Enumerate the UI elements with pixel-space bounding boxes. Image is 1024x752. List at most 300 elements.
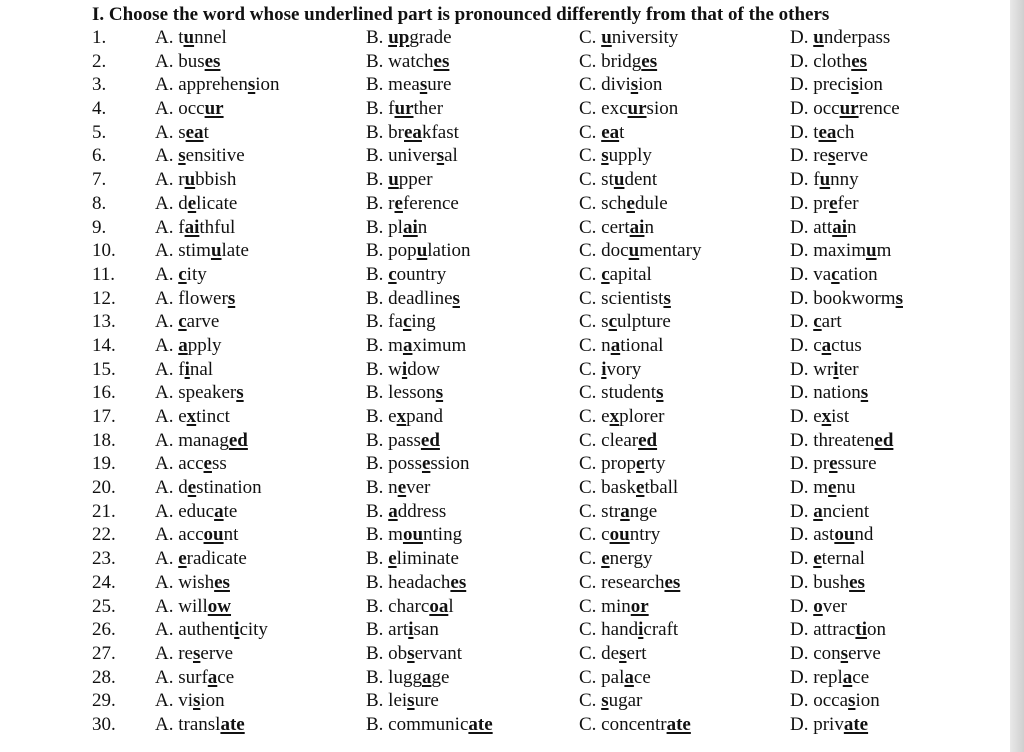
option-text-after: tional xyxy=(620,334,664,356)
question-row xyxy=(0,642,1010,666)
question-number: 10. xyxy=(92,240,116,262)
option-b xyxy=(366,381,443,405)
option-text-before: B. r xyxy=(366,192,395,214)
underlined-part: i xyxy=(638,619,644,641)
underlined-part: e xyxy=(203,453,212,475)
option-d xyxy=(790,144,868,168)
option-a xyxy=(155,263,207,287)
option-text-after: nu xyxy=(836,477,856,499)
option-text-after: nal xyxy=(189,358,214,380)
option-c xyxy=(579,97,678,121)
underlined-part: e xyxy=(178,548,187,570)
option-c xyxy=(579,310,671,334)
question-number: 22. xyxy=(92,524,116,546)
option-a xyxy=(155,452,227,476)
option-c xyxy=(579,334,663,358)
option-text-before: A. e xyxy=(155,406,187,427)
option-d xyxy=(790,595,847,619)
option-text-after: ce xyxy=(217,666,235,688)
underlined-part: ed xyxy=(638,429,658,451)
underlined-part: es xyxy=(433,50,450,72)
option-b xyxy=(366,50,449,74)
question-row xyxy=(0,97,1010,121)
option-text-after: radicate xyxy=(186,548,247,570)
option-text-before: C. xyxy=(579,27,602,48)
option-text-after: late xyxy=(221,240,249,262)
option-b xyxy=(366,216,427,240)
option-c xyxy=(579,405,664,429)
option-b xyxy=(366,476,430,500)
option-b xyxy=(366,595,454,619)
option-a xyxy=(155,334,222,358)
underlined-part: a xyxy=(402,334,413,356)
option-d xyxy=(790,571,865,595)
underlined-part: i xyxy=(401,358,408,380)
option-text-after: nderpass xyxy=(823,27,891,48)
option-text-before: A. flower xyxy=(155,287,228,309)
underlined-part: ai xyxy=(832,216,847,238)
option-c xyxy=(579,121,624,145)
underlined-part: ai xyxy=(184,216,200,238)
option-text-after: grade xyxy=(409,27,452,48)
option-a xyxy=(155,523,238,547)
underlined-part: a xyxy=(624,666,634,688)
option-text-before: D. m xyxy=(790,477,828,499)
option-text-before: A. stim xyxy=(155,240,211,262)
option-text-before: A. xyxy=(155,263,179,285)
option-d xyxy=(790,666,869,690)
option-text-after: apital xyxy=(609,263,652,285)
option-a xyxy=(155,595,231,619)
option-a xyxy=(155,310,219,334)
option-text-before: C. e xyxy=(579,406,610,427)
question-row xyxy=(0,405,1010,429)
option-text-after: ntry xyxy=(629,524,661,546)
option-text-after: dule xyxy=(634,192,668,214)
underlined-part: e xyxy=(829,453,838,475)
question-number: 2. xyxy=(92,50,107,72)
option-text-before: B. m xyxy=(366,524,403,546)
option-text-before: D. con xyxy=(790,642,841,664)
question-row xyxy=(0,144,1010,168)
underlined-part: ea xyxy=(818,121,837,143)
option-b xyxy=(366,547,459,571)
question-number: 27. xyxy=(92,642,116,664)
underlined-part: s xyxy=(192,642,201,664)
underlined-part: u xyxy=(183,27,195,48)
option-text-before: A. bus xyxy=(155,50,205,72)
option-text-before: A. f xyxy=(155,358,185,380)
option-d xyxy=(790,523,873,547)
option-text-after: erve xyxy=(848,642,881,664)
option-a xyxy=(155,216,235,240)
option-text-before: D. occ xyxy=(790,98,840,120)
option-text-before: A. xyxy=(155,548,179,570)
option-text-after: nnel xyxy=(194,27,227,48)
option-text-before: C. student xyxy=(579,382,657,404)
option-text-after: thful xyxy=(199,216,236,238)
option-text-before: B. lei xyxy=(366,690,408,712)
question-row xyxy=(0,73,1010,97)
option-text-before: D. att xyxy=(790,216,833,238)
question-row xyxy=(0,50,1010,74)
underlined-part: a xyxy=(178,334,188,356)
underlined-part: ur xyxy=(204,98,224,120)
underlined-part: ow xyxy=(207,595,232,617)
option-c xyxy=(579,358,641,382)
option-c xyxy=(579,618,678,642)
option-d xyxy=(790,192,859,216)
option-text-before: A. transl xyxy=(155,713,221,735)
option-text-after: ity xyxy=(186,263,207,285)
underlined-part: ur xyxy=(627,98,647,120)
option-text-before: B. xyxy=(366,169,389,191)
option-text-after: ensitive xyxy=(185,145,245,167)
option-text-after: ert xyxy=(626,642,647,664)
option-d xyxy=(790,476,855,500)
option-a xyxy=(155,618,268,642)
option-text-after: sion xyxy=(646,98,679,120)
underlined-part: ou xyxy=(609,524,630,546)
question-row xyxy=(0,571,1010,595)
underlined-part: ou xyxy=(203,524,224,546)
option-b xyxy=(366,523,462,547)
underlined-part: i xyxy=(408,619,414,641)
option-text-before: D. repl xyxy=(790,666,843,688)
underlined-part: s xyxy=(407,642,415,664)
option-a xyxy=(155,168,236,192)
option-b xyxy=(366,666,449,690)
option-text-before: A. will xyxy=(155,595,208,617)
underlined-part: i xyxy=(184,358,190,380)
option-text-before: B. ob xyxy=(366,642,408,664)
option-c xyxy=(579,642,647,666)
option-text-after: erve xyxy=(200,642,234,664)
option-text-after: ulpture xyxy=(617,311,671,333)
underlined-part: c xyxy=(813,311,822,333)
option-text-after: lation xyxy=(427,240,471,262)
option-text-after: stination xyxy=(196,477,262,499)
option-d xyxy=(790,405,849,429)
underlined-part: ate xyxy=(843,713,869,735)
option-text-before: D. nation xyxy=(790,382,861,404)
option-text-before: D. occa xyxy=(790,690,849,712)
underlined-part: s xyxy=(656,382,664,404)
option-text-before: D. pr xyxy=(790,453,830,475)
underlined-part: ed xyxy=(420,429,440,451)
underlined-part: c xyxy=(178,311,187,333)
underlined-part: ed xyxy=(874,429,894,451)
question-row xyxy=(0,618,1010,642)
option-text-after: arve xyxy=(186,311,220,333)
option-text-after: ddress xyxy=(397,500,447,522)
option-text-after: n xyxy=(644,216,654,238)
option-a xyxy=(155,476,262,500)
option-c xyxy=(579,287,671,311)
option-text-before: D. re xyxy=(790,145,828,167)
option-text-before: D. xyxy=(790,311,814,333)
option-text-after: kfast xyxy=(421,121,459,143)
option-text-before: D. maxim xyxy=(790,240,866,262)
option-text-before: B. art xyxy=(366,619,409,641)
underlined-part: ea xyxy=(404,121,422,143)
option-text-before: C. research xyxy=(579,571,665,593)
option-text-before: B. headach xyxy=(366,571,451,593)
option-b xyxy=(366,429,440,453)
option-text-after: ge xyxy=(431,666,450,688)
option-text-before: D. cloth xyxy=(790,50,852,72)
option-text-after: ing xyxy=(411,311,436,333)
question-number: 12. xyxy=(92,287,116,309)
option-b xyxy=(366,405,443,429)
question-number: 8. xyxy=(92,192,107,214)
question-row xyxy=(0,287,1010,311)
option-text-after: ce xyxy=(633,666,651,688)
option-text-after: upply xyxy=(608,145,652,167)
question-row xyxy=(0,689,1010,713)
question-list xyxy=(0,26,1010,737)
option-text-after: ternal xyxy=(821,548,865,570)
underlined-part: u xyxy=(866,240,877,262)
question-row xyxy=(0,26,1010,50)
question-number: 15. xyxy=(92,358,116,380)
option-text-before: A. occ xyxy=(155,98,205,120)
option-text-before: B. w xyxy=(366,358,402,380)
option-text-after: m xyxy=(876,240,892,262)
option-text-after: tinct xyxy=(196,406,230,427)
option-text-after: erve xyxy=(835,145,869,167)
option-d xyxy=(790,642,881,666)
option-text-before: B. f xyxy=(366,98,395,120)
option-d xyxy=(790,239,891,263)
option-text-before: A. r xyxy=(155,169,185,191)
underlined-part: a xyxy=(821,334,832,356)
underlined-part: i xyxy=(234,619,240,641)
option-text-after: vory xyxy=(606,358,642,380)
underlined-part: c xyxy=(608,311,618,333)
option-text-after: nting xyxy=(423,524,463,546)
option-b xyxy=(366,310,436,334)
question-number: 5. xyxy=(92,121,107,143)
option-text-before: A. t xyxy=(155,27,184,48)
underlined-part: s xyxy=(452,287,460,309)
option-text-before: A. f xyxy=(155,216,185,238)
option-b xyxy=(366,713,493,737)
option-text-before: B. charc xyxy=(366,595,430,617)
option-c xyxy=(579,239,701,263)
option-a xyxy=(155,287,235,311)
option-text-before: C. c xyxy=(579,524,610,546)
option-text-after: ssion xyxy=(430,453,470,475)
option-d xyxy=(790,168,859,192)
option-text-before: C. bask xyxy=(579,477,636,499)
option-text-before: C. xyxy=(579,263,602,285)
underlined-part: u xyxy=(388,169,399,191)
question-number: 29. xyxy=(92,690,116,712)
option-text-after: tball xyxy=(644,477,679,499)
option-text-after: bbish xyxy=(195,169,237,191)
option-text-after: licate xyxy=(196,192,238,214)
option-c xyxy=(579,73,662,97)
option-a xyxy=(155,500,237,524)
option-a xyxy=(155,26,227,50)
option-text-after: n xyxy=(417,216,428,238)
option-d xyxy=(790,618,886,642)
option-c xyxy=(579,429,657,453)
underlined-part: s xyxy=(435,382,444,404)
option-b xyxy=(366,73,452,97)
option-c xyxy=(579,571,680,595)
option-c xyxy=(579,666,651,690)
option-text-after: ation xyxy=(839,263,878,285)
underlined-part: c xyxy=(388,263,397,285)
option-d xyxy=(790,381,868,405)
option-d xyxy=(790,121,854,145)
option-d xyxy=(790,358,859,382)
question-number: 1. xyxy=(92,27,107,48)
question-row xyxy=(0,476,1010,500)
question-row xyxy=(0,666,1010,690)
option-text-before: A. xyxy=(155,311,179,333)
option-text-before: C. divi xyxy=(579,74,631,96)
option-text-after: liminate xyxy=(396,548,459,570)
underlined-part: e xyxy=(829,192,838,214)
underlined-part: o xyxy=(813,595,823,617)
underlined-part: ai xyxy=(402,216,418,238)
underlined-part: s xyxy=(236,382,244,404)
option-d xyxy=(790,97,900,121)
option-text-before: C. st xyxy=(579,169,614,191)
option-text-after: ountry xyxy=(396,263,447,285)
option-d xyxy=(790,689,880,713)
question-row xyxy=(0,310,1010,334)
option-text-before: D. xyxy=(790,595,814,617)
option-text-before: B. xyxy=(366,548,389,570)
question-row xyxy=(0,121,1010,145)
option-text-after: craft xyxy=(643,619,679,641)
underlined-part: a xyxy=(610,334,621,356)
question-number: 18. xyxy=(92,429,116,451)
underlined-part: ur xyxy=(394,98,414,120)
option-text-after: ure xyxy=(414,690,439,712)
option-a xyxy=(155,239,249,263)
option-text-after: t xyxy=(203,121,209,143)
question-number: 28. xyxy=(92,666,116,688)
underlined-part: s xyxy=(227,287,236,309)
underlined-part: u xyxy=(416,240,428,262)
underlined-part: e xyxy=(187,477,197,499)
underlined-part: s xyxy=(895,287,903,309)
option-text-before: B. e xyxy=(366,406,397,427)
option-a xyxy=(155,571,230,595)
option-text-before: B. lesson xyxy=(366,382,436,404)
option-c xyxy=(579,381,663,405)
underlined-part: u xyxy=(210,240,222,262)
option-text-before: C. hand xyxy=(579,619,639,641)
option-text-after: plorer xyxy=(619,406,665,427)
underlined-part: u xyxy=(601,27,612,48)
option-text-before: A. surf xyxy=(155,666,208,688)
option-b xyxy=(366,452,469,476)
option-text-before: B. pop xyxy=(366,240,417,262)
option-b xyxy=(366,239,471,263)
underlined-part: e xyxy=(601,548,610,570)
option-text-before: A. manag xyxy=(155,429,229,451)
option-text-before: C. pal xyxy=(579,666,625,688)
exercise-heading: I. Choose the word whose underlined part is pronounced differently from that of the others xyxy=(92,4,830,25)
option-text-before: C. prop xyxy=(579,453,636,475)
underlined-part: ti xyxy=(855,619,868,641)
option-text-after: ximum xyxy=(412,334,467,356)
option-c xyxy=(579,689,642,713)
option-text-after: te xyxy=(223,500,238,522)
option-text-after: mentary xyxy=(639,240,702,262)
option-a xyxy=(155,689,225,713)
option-text-after: ion xyxy=(638,74,663,96)
option-text-before: A. re xyxy=(155,642,193,664)
option-a xyxy=(155,144,245,168)
underlined-part: a xyxy=(388,500,398,522)
underlined-part: s xyxy=(848,690,856,712)
option-c xyxy=(579,50,657,74)
underlined-part: a xyxy=(842,666,853,688)
underlined-part: c xyxy=(178,263,187,285)
question-number: 7. xyxy=(92,169,107,191)
option-text-before: A. educ xyxy=(155,500,215,522)
option-d xyxy=(790,500,869,524)
option-text-after: city xyxy=(239,619,268,641)
option-text-before: D. t xyxy=(790,121,819,143)
option-text-before: D. attrac xyxy=(790,619,856,641)
option-c xyxy=(579,595,649,619)
option-text-after: niversity xyxy=(611,27,679,48)
question-number: 13. xyxy=(92,311,116,333)
option-text-after: dow xyxy=(407,358,440,380)
option-a xyxy=(155,192,237,216)
option-d xyxy=(790,26,890,50)
option-text-before: A. d xyxy=(155,477,188,499)
option-text-before: A. d xyxy=(155,192,188,214)
underlined-part: s xyxy=(840,642,849,664)
underlined-part: s xyxy=(601,690,609,712)
option-text-before: D. c xyxy=(790,334,822,356)
question-number: 3. xyxy=(92,74,107,96)
question-number: 9. xyxy=(92,216,107,238)
underlined-part: s xyxy=(601,145,609,167)
option-b xyxy=(366,121,459,145)
option-text-before: B. communic xyxy=(366,713,469,735)
option-text-before: B. xyxy=(366,500,389,522)
option-b xyxy=(366,97,443,121)
option-b xyxy=(366,26,452,50)
question-row xyxy=(0,595,1010,619)
option-text-before: B. pl xyxy=(366,216,403,238)
underlined-part: e xyxy=(828,477,837,499)
option-d xyxy=(790,287,903,311)
option-text-before: B. mea xyxy=(366,74,420,96)
underlined-part: s xyxy=(619,642,627,664)
option-text-before: B. fa xyxy=(366,311,403,333)
option-text-after: n xyxy=(847,216,857,238)
question-number: 26. xyxy=(92,619,116,641)
underlined-part: c xyxy=(402,311,412,333)
underlined-part: u xyxy=(613,169,625,191)
option-text-after: pand xyxy=(406,406,444,427)
underlined-part: s xyxy=(193,690,201,712)
option-d xyxy=(790,216,857,240)
question-number: 24. xyxy=(92,571,116,593)
option-d xyxy=(790,713,868,737)
